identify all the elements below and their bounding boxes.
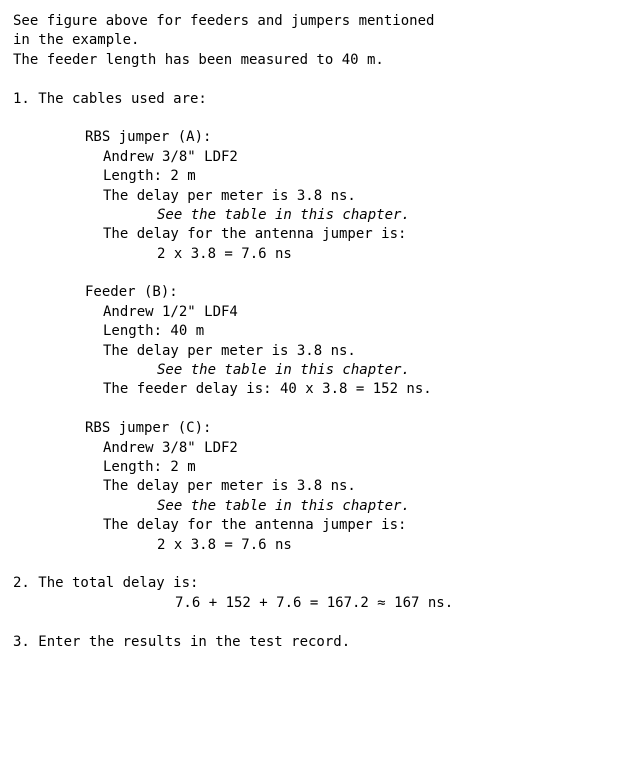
cable-b-reference: See the table in this chapter. bbox=[157, 362, 410, 379]
step-1-heading: 1. The cables used are: bbox=[13, 90, 207, 107]
cable-b-length: Length: 40 m bbox=[103, 323, 205, 340]
spacer bbox=[13, 70, 635, 89]
cable-b-delay-label: The feeder delay is: 40 x 3.8 = 152 ns. bbox=[103, 381, 432, 398]
cable-a-title: RBS jumper (A): bbox=[85, 129, 212, 146]
cable-b-type: Andrew 1/2" LDF4 bbox=[103, 303, 238, 320]
cable-c-delay-per-meter: The delay per meter is 3.8 ns. bbox=[103, 478, 356, 495]
cable-a-reference: See the table in this chapter. bbox=[157, 206, 410, 223]
cable-c-type: Andrew 3/8" LDF2 bbox=[103, 439, 238, 456]
intro-line-2: in the example. bbox=[13, 32, 140, 49]
cable-c-calculation: 2 x 3.8 = 7.6 ns bbox=[157, 536, 292, 553]
step-2-calculation: 7.6 + 152 + 7.6 = 167.2 ≈ 167 ns. bbox=[175, 594, 454, 611]
cable-a-calculation: 2 x 3.8 = 7.6 ns bbox=[157, 245, 292, 262]
intro-line-3: The feeder length has been measured to 40 m. bbox=[13, 51, 384, 68]
cable-b-title: Feeder (B): bbox=[85, 284, 178, 301]
cable-c-reference: See the table in this chapter. bbox=[157, 497, 410, 514]
step-3-heading: 3. Enter the results in the test record. bbox=[13, 633, 351, 650]
spacer bbox=[13, 400, 635, 419]
step-2-heading: 2. The total delay is: bbox=[13, 575, 199, 592]
cable-a-length: Length: 2 m bbox=[103, 168, 196, 185]
cable-c-length: Length: 2 m bbox=[103, 458, 196, 475]
spacer bbox=[13, 109, 635, 128]
spacer bbox=[13, 555, 635, 574]
cable-a-delay-per-meter: The delay per meter is 3.8 ns. bbox=[103, 187, 356, 204]
cable-c-delay-label: The delay for the antenna jumper is: bbox=[103, 517, 407, 534]
cable-b-delay-per-meter: The delay per meter is 3.8 ns. bbox=[103, 342, 356, 359]
cable-a-delay-label: The delay for the antenna jumper is: bbox=[103, 226, 407, 243]
spacer bbox=[13, 264, 635, 283]
intro-line-1: See figure above for feeders and jumpers mentioned bbox=[13, 13, 435, 29]
document-body bbox=[13, 12, 635, 652]
cable-a-type: Andrew 3/8" LDF2 bbox=[103, 148, 238, 165]
spacer bbox=[13, 613, 635, 632]
cable-c-title: RBS jumper (C): bbox=[85, 420, 212, 437]
